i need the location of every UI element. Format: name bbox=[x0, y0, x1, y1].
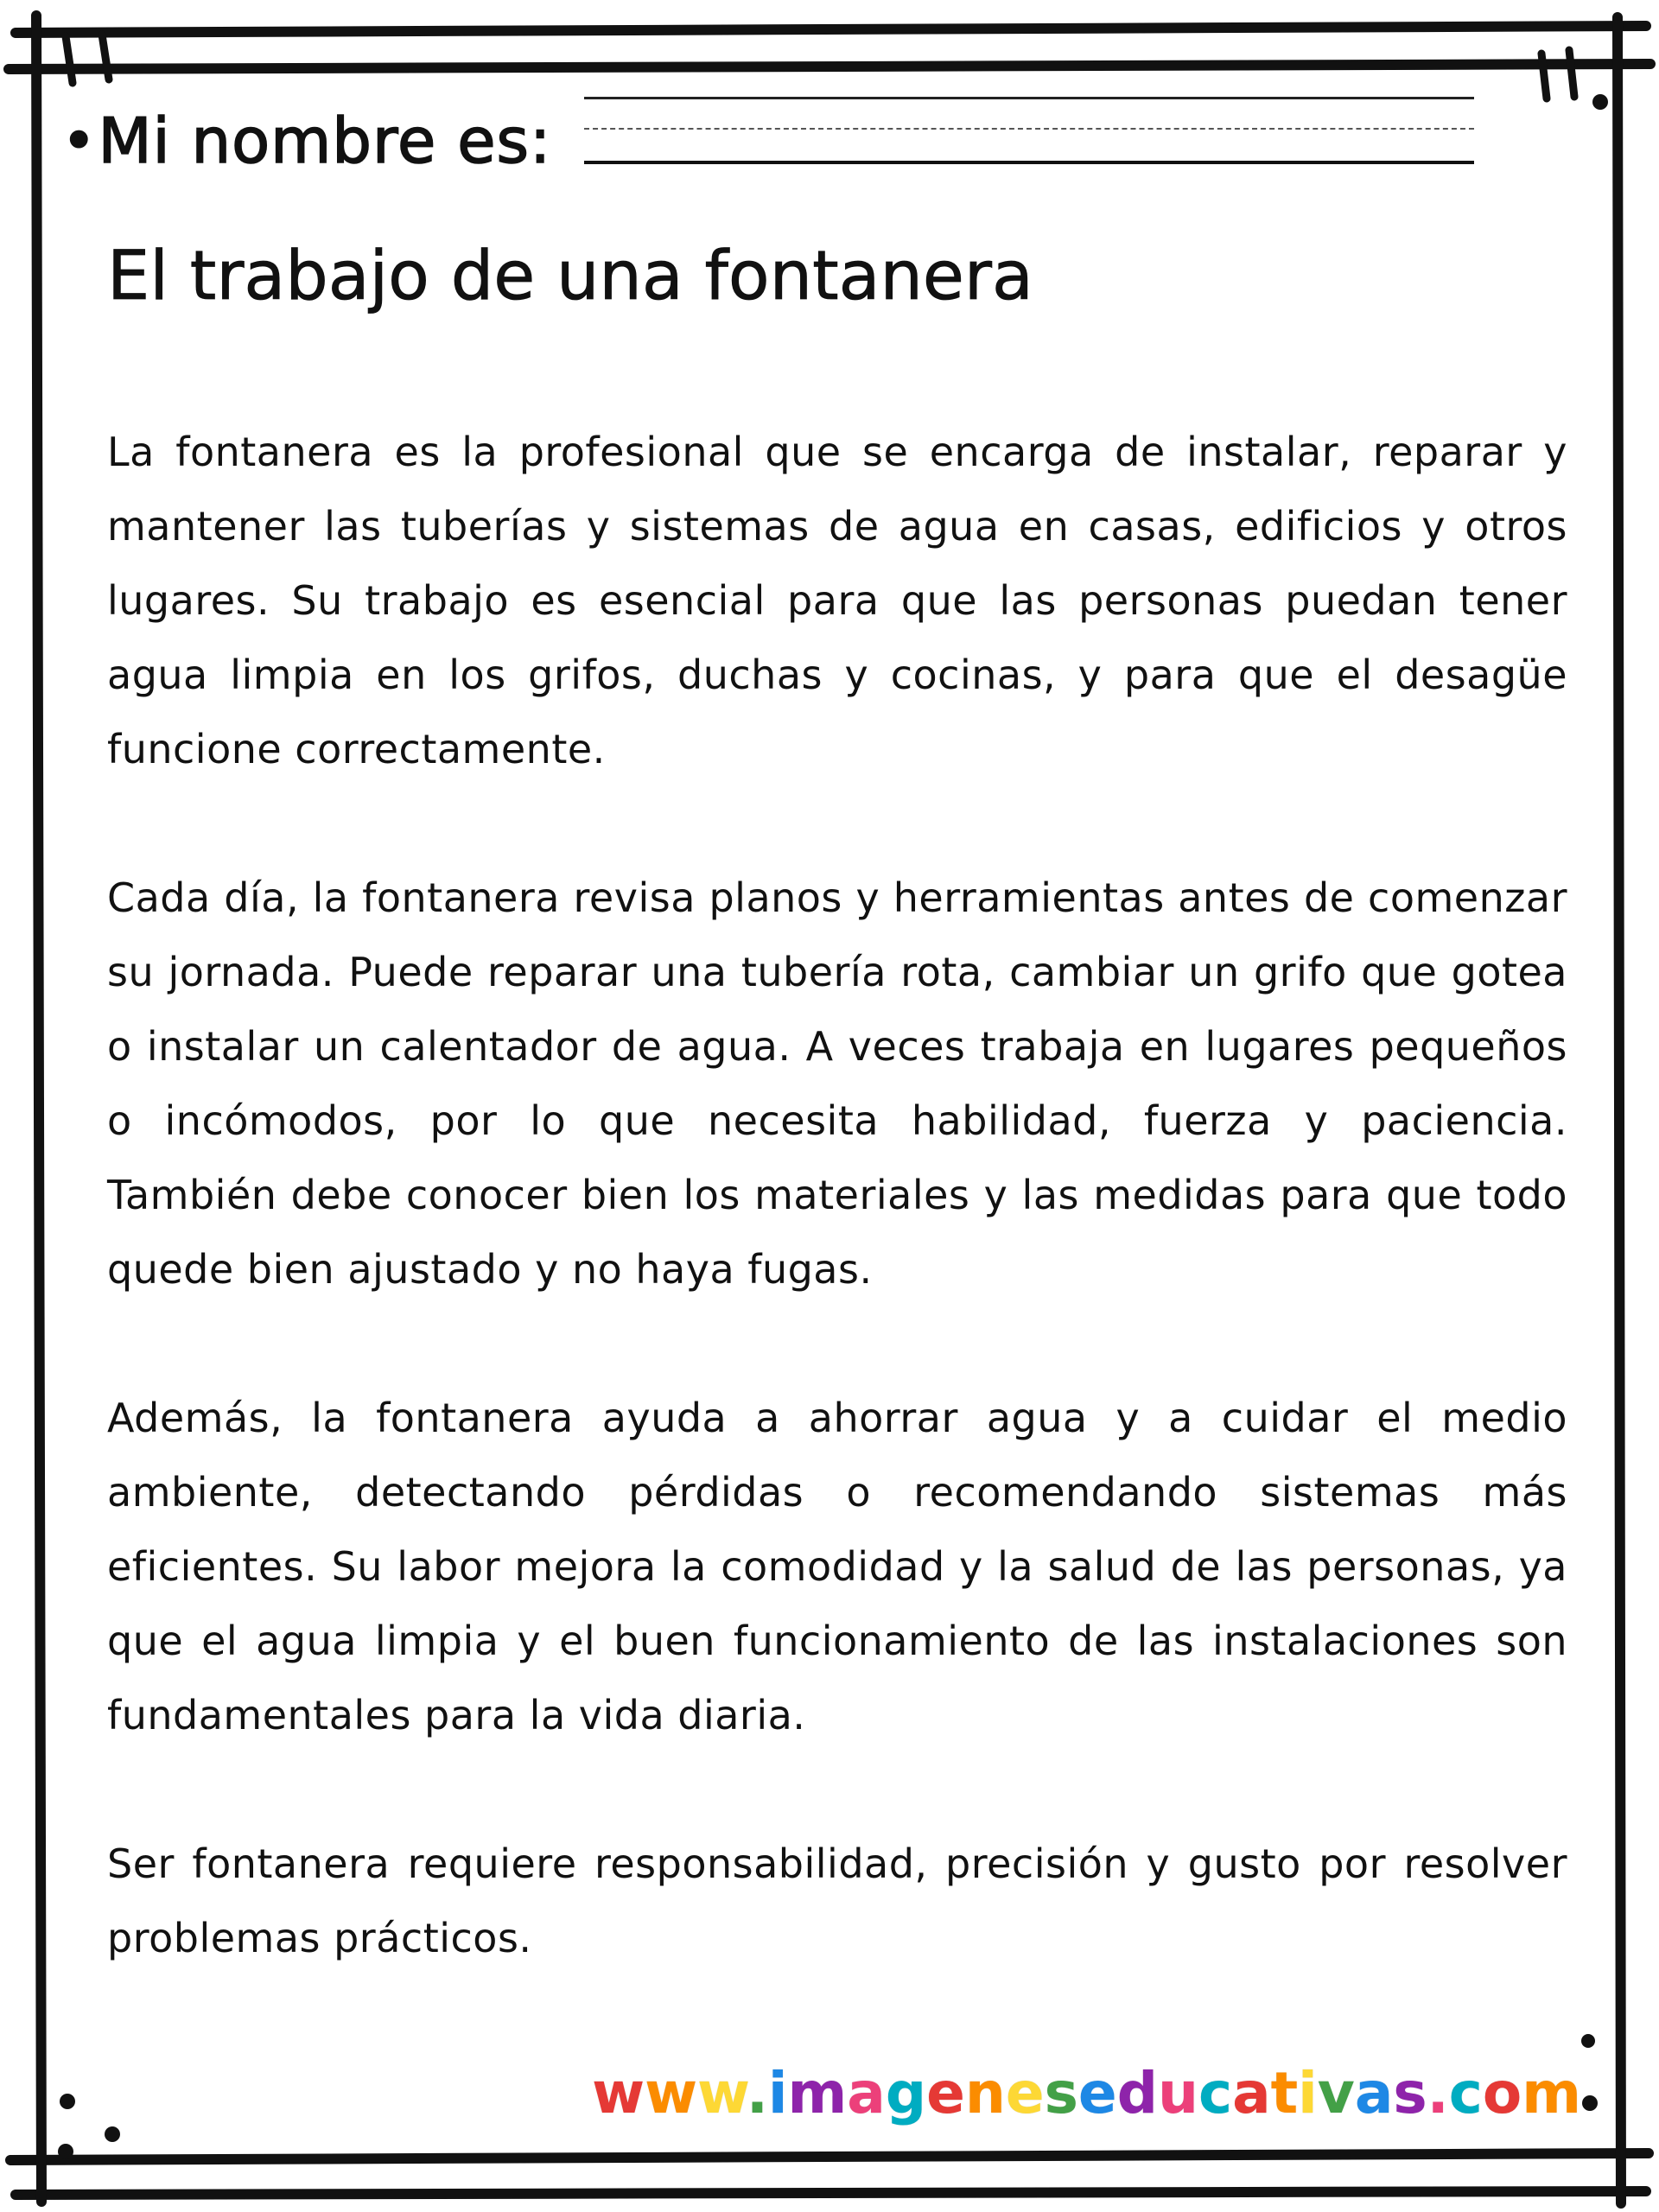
website-letter: a bbox=[847, 2060, 886, 2126]
website-watermark bbox=[592, 2055, 1581, 2133]
page-title: El trabajo de una fontanera bbox=[107, 238, 1033, 315]
website-letter: w bbox=[592, 2060, 645, 2126]
website-letter: n bbox=[964, 2060, 1006, 2126]
bullet-dot-icon: • bbox=[60, 105, 99, 177]
website-letter: c bbox=[1448, 2060, 1483, 2126]
name-label bbox=[60, 102, 551, 180]
website-letter: e bbox=[1005, 2060, 1045, 2126]
website-letter: . bbox=[1427, 2060, 1449, 2126]
website-letter: a bbox=[1354, 2060, 1394, 2126]
website-letter: w bbox=[697, 2060, 747, 2126]
website-letter: v bbox=[1317, 2060, 1355, 2126]
website-letter: c bbox=[1198, 2060, 1233, 2126]
website-letter: m bbox=[787, 2060, 848, 2126]
website-letter: u bbox=[1157, 2060, 1198, 2126]
website-letter: d bbox=[1116, 2060, 1158, 2126]
website-letter: a bbox=[1232, 2060, 1271, 2126]
website-letter: g bbox=[885, 2060, 927, 2126]
website-letter: o bbox=[1482, 2060, 1522, 2126]
website-letter: s bbox=[1044, 2060, 1078, 2126]
website-letter: t bbox=[1270, 2060, 1299, 2126]
website-letter: m bbox=[1522, 2060, 1581, 2126]
paragraph-1: La fontanera es la profesional que se encarga de instalar, reparar y mantener las tuberías y sistemas de agua en casas, edificios y otros lugares. Su trabajo es esencial para que las personas puedan tener agua limpia en los grifos, duchas y cocinas, y para que el desagüe funcione correctamente. bbox=[107, 429, 1567, 772]
name-label-text: Mi nombre es: bbox=[98, 105, 552, 177]
writing-line-mid-dashed bbox=[584, 128, 1474, 130]
website-letter: i bbox=[1298, 2060, 1318, 2126]
writing-line-top bbox=[584, 97, 1474, 99]
writing-line-base bbox=[584, 161, 1474, 164]
paragraph-4: Ser fontanera requiere responsabilidad, precisión y gusto por resolver problemas prácticos. bbox=[107, 1840, 1567, 1961]
paragraph-3: Además, la fontanera ayuda a ahorrar agua y a cuidar el medio ambiente, detectando pérdidas o recomendando sistemas más eficientes. Su labor mejora la comodidad y la salud de las personas, ya que el agua limpia y el buen funcionamiento de las instalaciones son fundamentales para la vida diaria. bbox=[107, 1395, 1567, 1738]
website-letter: s bbox=[1393, 2060, 1427, 2126]
name-writing-lines[interactable] bbox=[584, 97, 1474, 166]
reading-text bbox=[107, 415, 1567, 2050]
website-letter: e bbox=[1077, 2060, 1117, 2126]
website-letter: . bbox=[746, 2060, 768, 2126]
paragraph-2: Cada día, la fontanera revisa planos y herramientas antes de comenzar su jornada. Puede reparar una tubería rota, cambiar un grifo que gotea o instalar un calentador de agua. A veces trabaja en lugares pequeños o incómodos, por lo que necesita habilidad, fuerza y paciencia. También debe conocer bien los materiales y las medidas para que todo quede bien ajustado y no haya fugas. bbox=[107, 874, 1567, 1293]
website-letter: i bbox=[767, 2060, 788, 2126]
website-letter: e bbox=[926, 2060, 965, 2126]
website-letter: w bbox=[645, 2060, 698, 2126]
